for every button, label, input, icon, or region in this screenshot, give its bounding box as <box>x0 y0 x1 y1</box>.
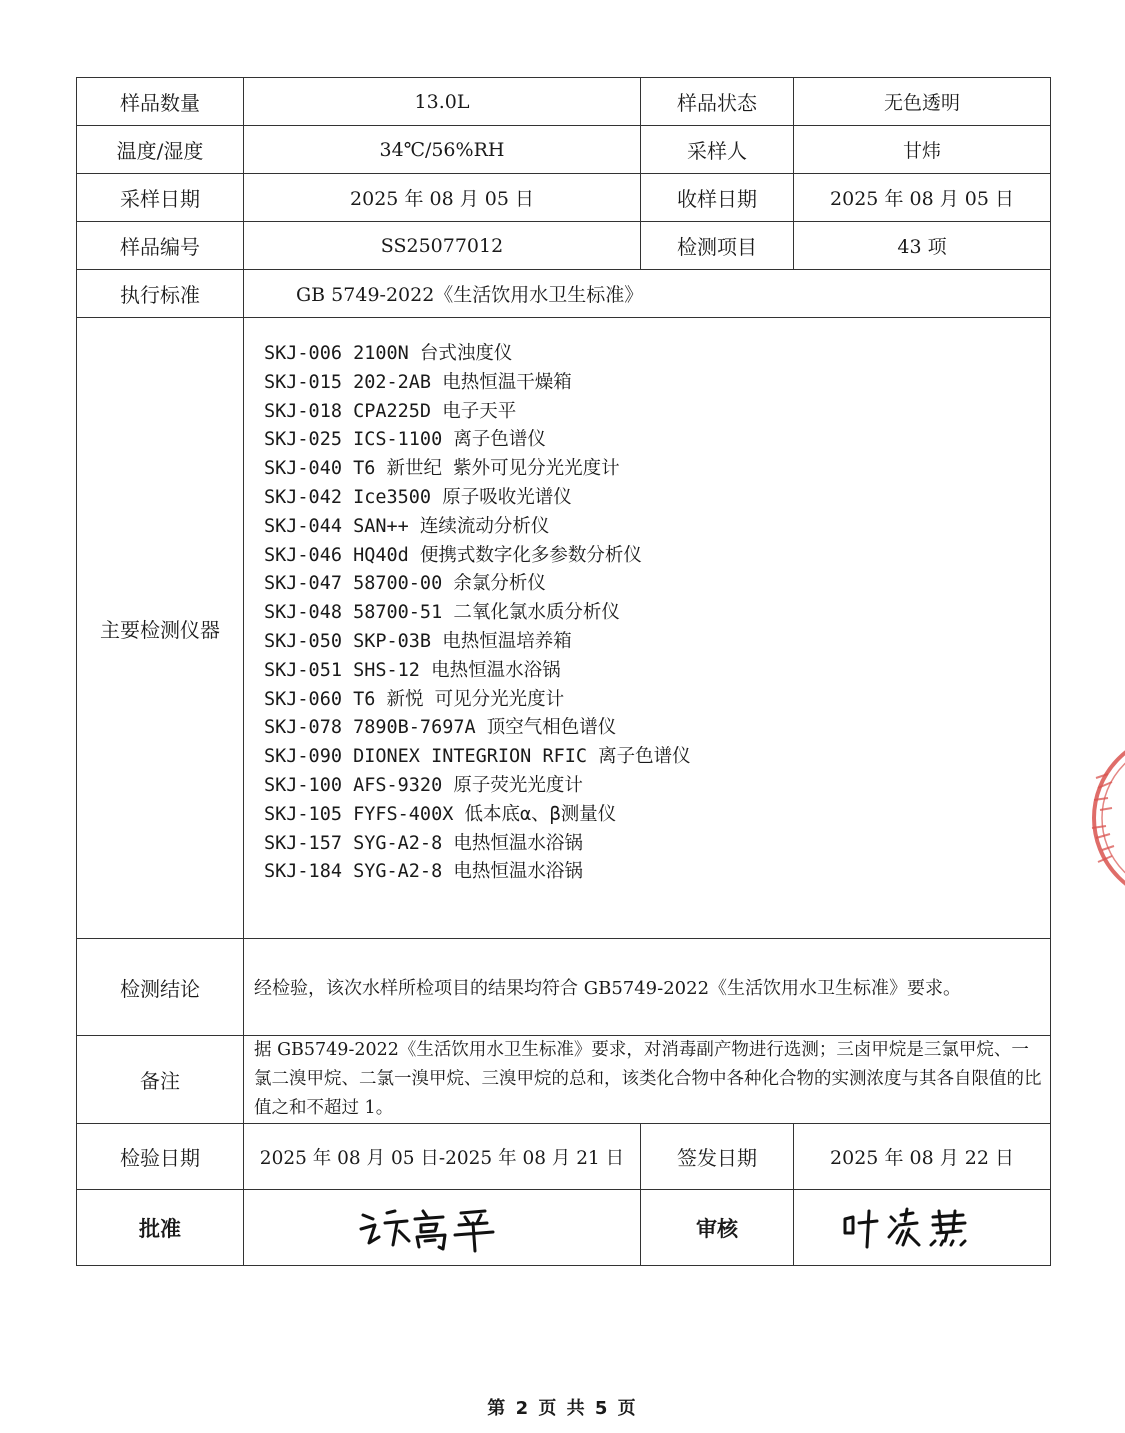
row-conclusion <box>77 939 1051 1036</box>
signature-reviewer <box>794 1190 1051 1266</box>
label-sample-state: 样品状态 <box>641 78 794 126</box>
row-sample-qty <box>77 78 1051 126</box>
row-standard <box>77 270 1051 318</box>
label-conclusion: 检测结论 <box>77 939 244 1036</box>
value-conclusion: 经检验，该次水样所检项目的结果均符合 GB5749-2022《生活饮用水卫生标准》要求。 <box>244 939 1051 1036</box>
instrument-item: SKJ-157 SYG-A2-8 电热恒温水浴锅 <box>264 832 583 854</box>
label-receive-date: 收样日期 <box>641 174 794 222</box>
instrument-item: SKJ-060 T6 新悦 可见分光光度计 <box>264 688 565 710</box>
value-temp-humidity: 34℃/56%RH <box>244 126 641 174</box>
row-dates <box>77 1124 1051 1190</box>
value-standard: GB 5749-2022《生活饮用水卫生标准》 <box>244 270 1051 318</box>
instrument-item: SKJ-015 202-2AB 电热恒温干燥箱 <box>264 371 572 393</box>
instrument-item: SKJ-006 2100N 台式浊度仪 <box>264 343 513 364</box>
value-sampling-date: 2025 年 08 月 05 日 <box>244 174 641 222</box>
instrument-item: SKJ-184 SYG-A2-8 电热恒温水浴锅 <box>264 861 583 883</box>
label-sample-qty: 样品数量 <box>77 78 244 126</box>
instrument-item: SKJ-051 SHS-12 电热恒温水浴锅 <box>264 659 561 681</box>
instrument-item: SKJ-105 FYFS-400X 低本底α、β测量仪 <box>264 803 617 825</box>
instrument-item: SKJ-047 58700-00 余氯分析仪 <box>264 573 546 595</box>
signature-approver-image <box>357 1203 527 1253</box>
value-sample-id: SS25077012 <box>244 222 641 270</box>
value-sampler: 甘炜 <box>794 126 1051 174</box>
report-table <box>76 77 1051 1266</box>
label-standard: 执行标准 <box>77 270 244 318</box>
label-remark: 备注 <box>77 1036 244 1124</box>
label-review: 审核 <box>641 1190 794 1266</box>
instrument-item: SKJ-042 Ice3500 原子吸收光谱仪 <box>264 486 572 508</box>
label-approve: 批准 <box>77 1190 244 1266</box>
value-sample-state: 无色透明 <box>794 78 1051 126</box>
label-sampler: 采样人 <box>641 126 794 174</box>
row-sample-id <box>77 222 1051 270</box>
red-seal-stamp <box>1078 728 1125 908</box>
signature-reviewer-image <box>837 1203 1007 1253</box>
row-sampling-date <box>77 174 1051 222</box>
instrument-item: SKJ-090 DIONEX INTEGRION RFIC 离子色谱仪 <box>264 746 691 768</box>
label-sampling-date: 采样日期 <box>77 174 244 222</box>
instrument-item: SKJ-078 7890B-7697A 顶空气相色谱仪 <box>264 717 617 739</box>
label-test-items: 检测项目 <box>641 222 794 270</box>
label-test-date: 检验日期 <box>77 1124 244 1190</box>
page-number: 第 2 页 共 5 页 <box>487 1398 638 1419</box>
value-test-items: 43 项 <box>794 222 1051 270</box>
row-remark <box>77 1036 1051 1124</box>
value-sample-qty: 13.0L <box>244 78 641 126</box>
instrument-list <box>244 318 1051 939</box>
label-temp-humidity: 温度/湿度 <box>77 126 244 174</box>
value-remark: 据 GB5749-2022《生活饮用水卫生标准》要求，对消毒副产物进行选测；三卤甲烷是三氯甲烷、一氯二溴甲烷、二氯一溴甲烷、三溴甲烷的总和，该类化合物中各种化合物的实测浓度与其各自限值的比值之和不超过 1。 <box>244 1036 1051 1124</box>
signature-approver <box>244 1190 641 1266</box>
label-issue-date: 签发日期 <box>641 1124 794 1190</box>
row-temp-humidity <box>77 126 1051 174</box>
instrument-item: SKJ-046 HQ40d 便携式数字化多参数分析仪 <box>264 544 642 566</box>
label-instruments: 主要检测仪器 <box>77 318 244 939</box>
instrument-item: SKJ-100 AFS-9320 原子荧光光度计 <box>264 774 583 796</box>
label-sample-id: 样品编号 <box>77 222 244 270</box>
row-approval <box>77 1190 1051 1266</box>
instrument-item: SKJ-018 CPA225D 电子天平 <box>264 400 517 422</box>
instrument-item: SKJ-040 T6 新世纪 紫外可见分光光度计 <box>264 458 620 480</box>
instrument-item: SKJ-048 58700-51 二氧化氯水质分析仪 <box>264 602 620 624</box>
instrument-item: SKJ-050 SKP-03B 电热恒温培养箱 <box>264 630 572 652</box>
instrument-item: SKJ-025 ICS-1100 离子色谱仪 <box>264 429 546 451</box>
value-receive-date: 2025 年 08 月 05 日 <box>794 174 1051 222</box>
value-test-date: 2025 年 08 月 05 日-2025 年 08 月 21 日 <box>244 1124 641 1190</box>
value-issue-date: 2025 年 08 月 22 日 <box>794 1124 1051 1190</box>
row-instruments <box>77 318 1051 939</box>
instrument-item: SKJ-044 SAN++ 连续流动分析仪 <box>264 515 550 537</box>
